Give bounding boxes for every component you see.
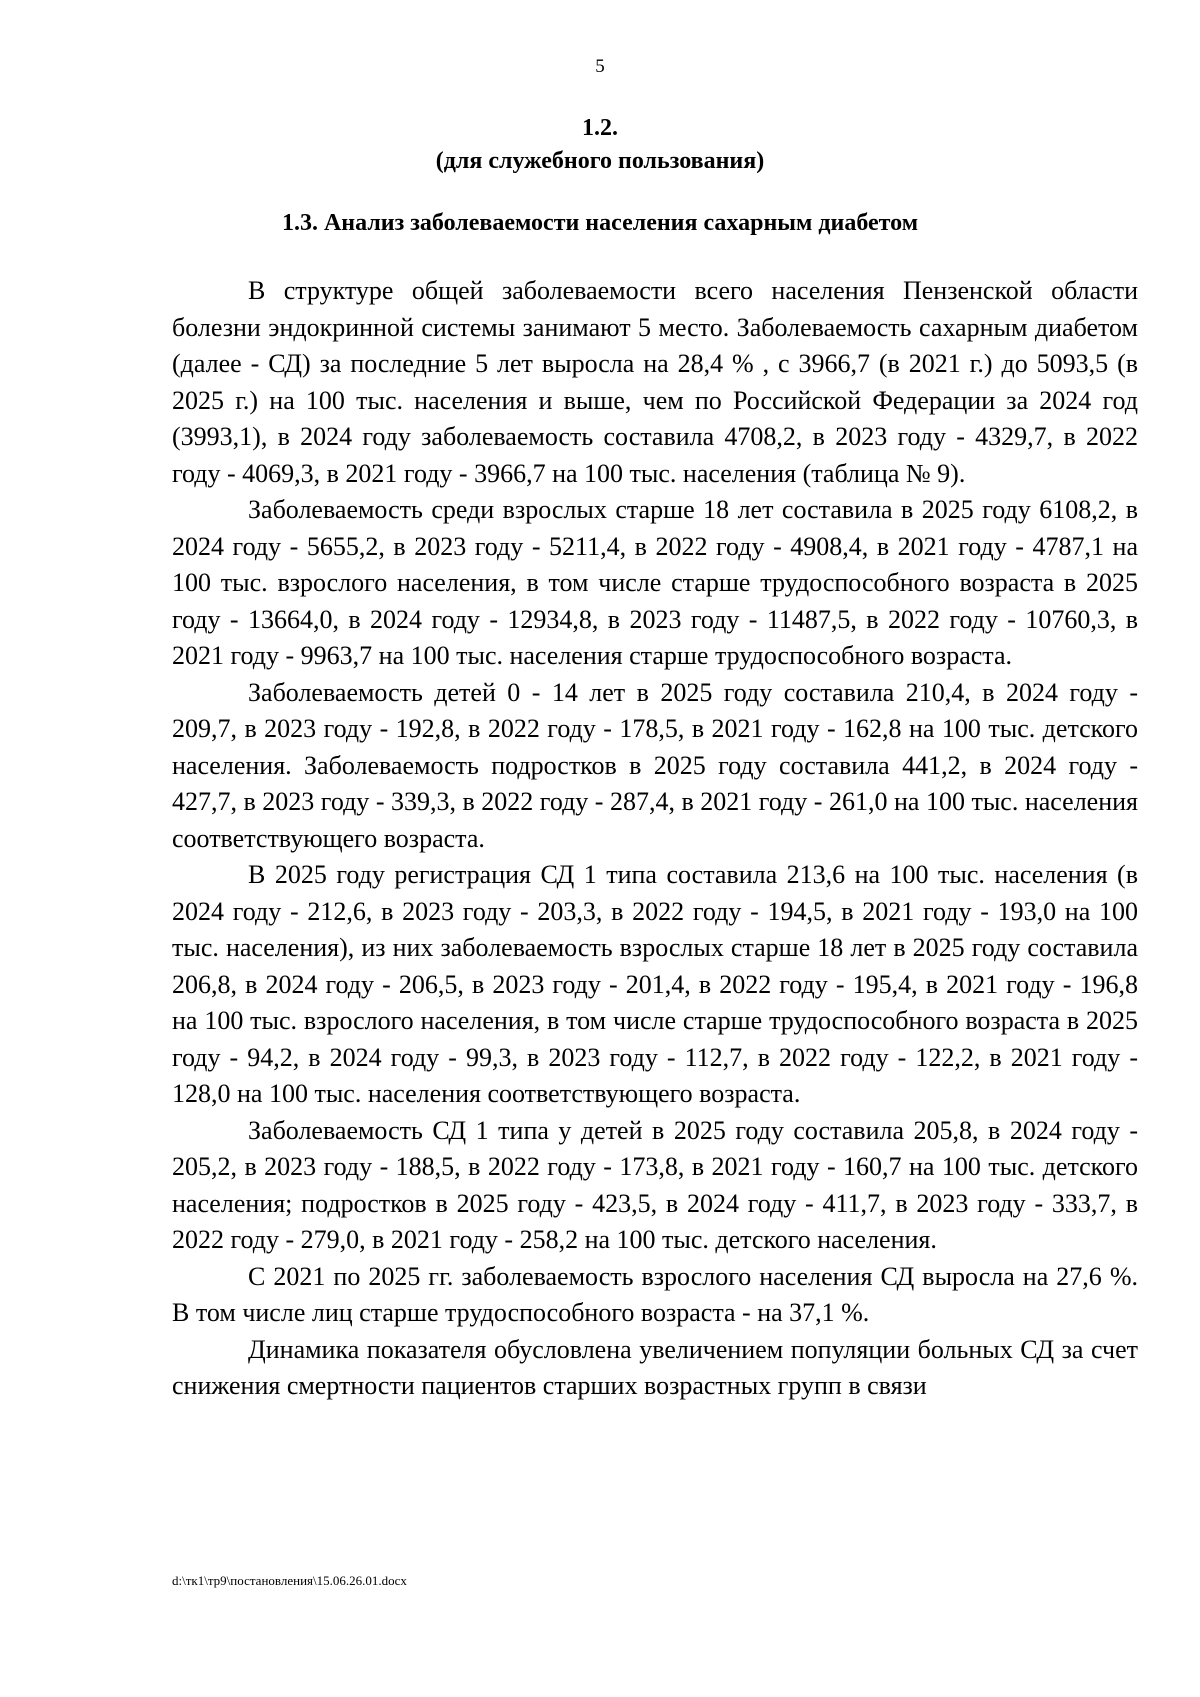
section-heading-1-2-note: (для служебного пользования) (435, 148, 765, 174)
paragraph: В 2025 году регистрация СД 1 типа составила 213,6 на 100 тыс. населения (в 2024 году - 212,6, в 2023 году - 203,3, в 2022 году - 194,5, в 2021 году - 193,0 на 100 тыс. населения), из них заболеваемость взрослых старше 18 лет в 2025 году составила 206,8, в 2024 году - 206,5, в 2023 году - 201,4, в 2022 году - 195,4, в 2021 году - 196,8 на 100 тыс. взрослого населения, в том числе старше трудоспособного возраста в 2025 году - 94,2, в 2024 году - 99,3, в 2023 году - 112,7, в 2022 году - 122,2, в 2021 году - 128,0 на 100 тыс. населения соответствующего возраста. (172, 860, 1138, 1108)
paragraph: В структуре общей заболеваемости всего населения Пензенской области болезни эндокринной системы занимают 5 место. Заболеваемость сахарным диабетом (далее - СД) за последние 5 лет выросла на 28,4 % , с 3966,7 (в 2021 г.) до 5093,5 (в 2025 г.) на 100 тыс. населения и выше, чем по Российской Федерации за 2024 год (3993,1), в 2024 году заболеваемость составила 4708,2, в 2023 году - 4329,7, в 2022 году - 4069,3, в 2021 году - 3966,7 на 100 тыс. населения (таблица № 9). (172, 276, 1138, 488)
paragraph: Заболеваемость СД 1 типа у детей в 2025 году составила 205,8, в 2024 году - 205,2, в 2023 году - 188,5, в 2022 году - 173,8, в 2021 году - 160,7 на 100 тыс. детского населения; подростков в 2025 году - 423,5, в 2024 году - 411,7, в 2023 году - 333,7, в 2022 году - 279,0, в 2021 году - 258,2 на 100 тыс. детского населения. (172, 1115, 1138, 1254)
section-heading-1-2: 1.2. (582, 115, 618, 141)
page-number: 5 (595, 56, 605, 77)
paragraph: Заболеваемость среди взрослых старше 18 лет составила в 2025 году 6108,2, в 2024 году - 5655,2, в 2023 году - 5211,4, в 2022 году - 4908,4, в 2021 году - 4787,1 на 100 тыс. взрослого населения, в том числе старше трудоспособного возраста в 2025 году - 13664,0, в 2024 году - 12934,8, в 2023 году - 11487,5, в 2022 году - 10760,3, в 2021 году - 9963,7 на 100 тыс. населения старше трудоспособного возраста. (172, 495, 1138, 670)
paragraph: Заболеваемость детей 0 - 14 лет в 2025 году составила 210,4, в 2024 году - 209,7, в 2023 году - 192,8, в 2022 году - 178,5, в 2021 году - 162,8 на 100 тыс. детского населения. Заболеваемость подростков в 2025 году составила 441,2, в 2024 году - 427,7, в 2023 году - 339,3, в 2022 году - 287,4, в 2021 году - 261,0 на 100 тыс. населения соответствующего возраста. (172, 677, 1138, 853)
section-heading-1-3: 1.3. Анализ заболеваемости населения сахарным диабетом (281, 210, 919, 236)
paragraph: Динамика показателя обусловлена увеличением популяции больных СД за счет снижения смертности пациентов старших возрастных групп в связи (172, 1334, 1138, 1400)
paragraph: С 2021 по 2025 гг. заболеваемость взрослого населения СД выросла на 27,6 %. В том числе лиц старше трудоспособного возраста - на 37,1 %. (172, 1261, 1138, 1327)
footer-file-path: d:\тк1\тр9\постановления\15.06.26.01.docx (172, 1573, 407, 1588)
document-body (172, 273, 1138, 1405)
